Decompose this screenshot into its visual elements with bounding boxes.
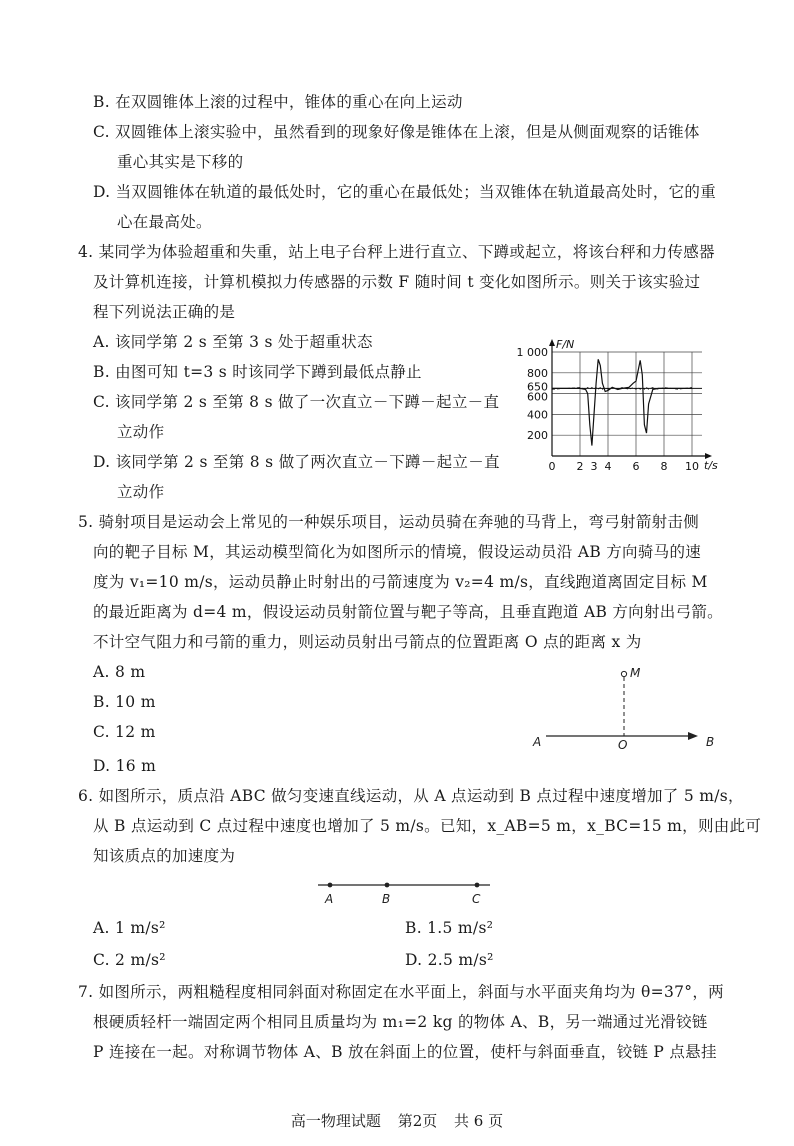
- q6-label-b: B: [382, 892, 391, 906]
- q6-stem-line3: 知该质点的加速度为: [93, 847, 236, 865]
- x-axis-label: t/s: [704, 459, 718, 472]
- q4-option-a: A. 该同学第 2 s 至第 3 s 处于超重状态: [93, 333, 373, 351]
- q4-option-d-line1: D. 该同学第 2 s 至第 8 s 做了两次直立－下蹲－起立－直: [93, 453, 500, 471]
- q3-option-d-line1: D. 当双圆锥体在轨道的最低处时，它的重心在最低处；当双锥体在轨道最高处时，它的重: [93, 183, 717, 201]
- q5-label-m: M: [630, 666, 641, 680]
- x-tick-label: 2: [576, 460, 584, 473]
- q3-option-b: B. 在双圆锥体上滚的过程中，锥体的重心在向上运动: [93, 93, 463, 111]
- q4-option-c-line1: C. 该同学第 2 s 至第 8 s 做了一次直立－下蹲－起立－直: [93, 393, 500, 411]
- y-tick-label: 600: [527, 390, 548, 404]
- x-tick-label: 6: [632, 460, 640, 473]
- q5-stem-line5: 不计空气阻力和弓箭的重力，则运动员射出弓箭点的位置距离 O 点的距离 x 为: [93, 633, 642, 651]
- x-tick-label: 8: [660, 460, 668, 473]
- q6-stem-line2: 从 B 点运动到 C 点过程中速度也增加了 5 m/s。已知，x_AB=5 m，x_BC=15 m，则由此可: [93, 817, 762, 835]
- q5-stem-line2: 向的靶子目标 M，其运动模型简化为如图所示的情境，假设运动员沿 AB 方向骑马的速: [93, 543, 702, 561]
- q5-option-a: A. 8 m: [93, 663, 146, 681]
- q3-option-c-line1: C. 双圆锥体上滚实验中，虽然看到的现象好像是锥体在上滚，但是从侧面观察的话锥体: [93, 123, 700, 141]
- q3-option-d-line2: 心在最高处。: [117, 213, 212, 231]
- force-time-chart: [510, 338, 720, 478]
- q4-stem-line2: 及计算机连接，计算机模拟力传感器的示数 F 随时间 t 变化如图所示。则关于该实验过: [93, 273, 701, 291]
- q7-stem-line1: 7. 如图所示，两粗糙程度相同斜面对称固定在水平面上，斜面与水平面夹角均为 θ=37°，两: [78, 983, 724, 1001]
- footer-total: 共 6 页: [454, 1112, 504, 1130]
- q6-option-d: D. 2.5 m/s²: [405, 951, 494, 969]
- q5-label-a: A: [533, 735, 542, 749]
- q4-option-c-line2: 立动作: [117, 423, 165, 441]
- q3-option-c-line2: 重心其实是下移的: [117, 153, 244, 171]
- q6-point-a: [328, 883, 333, 888]
- q6-point-c: [475, 883, 480, 888]
- q6-option-b: B. 1.5 m/s²: [405, 919, 494, 937]
- q5-label-o: O: [618, 738, 628, 752]
- page-footer: [0, 1110, 794, 1131]
- q5-label-b: B: [706, 735, 715, 749]
- q5-stem-line3: 度为 v₁=10 m/s，运动员静止时射出的弓箭速度为 v₂=4 m/s，直线跑道离固定目标 M: [93, 573, 708, 591]
- footer-subject: 高一物理试题: [290, 1112, 381, 1130]
- x-tick-label: 3: [590, 460, 598, 473]
- y-tick-label: 400: [527, 408, 548, 422]
- q4-stem-line3: 程下列说法正确的是: [93, 303, 236, 321]
- q4-stem-line1: 4. 某同学为体验超重和失重，站上电子台秤上进行直立、下蹲或起立，将该台秤和力传感器: [78, 243, 715, 261]
- footer-page: 第2页: [397, 1112, 438, 1130]
- q5-option-d: D. 16 m: [93, 757, 157, 775]
- q5-stem-line4: 的最近距离为 d=4 m，假设运动员射箭位置与靶子等高，且垂直跑道 AB 方向射出弓箭。: [93, 603, 723, 621]
- q6-stem-line1: 6. 如图所示，质点沿 ABC 做匀变速直线运动，从 A 点运动到 B 点过程中速度增加了 5 m/s，: [78, 787, 744, 805]
- y-tick-label: 800: [527, 366, 548, 380]
- x-tick-label: 4: [604, 460, 612, 473]
- y-tick-label: 200: [527, 429, 548, 443]
- q6-option-c: C. 2 m/s²: [93, 951, 166, 969]
- y-tick-label: 650: [527, 380, 548, 394]
- q7-stem-line3: P 连接在一起。对称调节物体 A、B 放在斜面上的位置，使杆与斜面垂直，铰链 P 点悬挂: [93, 1043, 717, 1061]
- y-tick-label: 1 000: [516, 346, 548, 359]
- q5-arrowhead: [688, 732, 698, 740]
- q5-figure: [530, 660, 730, 752]
- q6-label-a: A: [325, 892, 334, 906]
- q6-option-a: A. 1 m/s²: [93, 919, 166, 937]
- q7-stem-line2: 根硬质轻杆一端固定两个相同且质量均为 m₁=2 kg 的物体 A、B，另一端通过光滑铰链: [93, 1013, 708, 1031]
- x-tick-label: 10: [685, 460, 699, 473]
- y-axis-arrow: [549, 339, 555, 346]
- q5-option-c: C. 12 m: [93, 723, 156, 741]
- force-series-line: [552, 359, 692, 445]
- q4-option-b: B. 由图可知 t=3 s 时该同学下蹲到最低点静止: [93, 363, 422, 381]
- y-axis-label: F/N: [556, 338, 575, 351]
- q6-figure: [312, 876, 502, 906]
- q5-option-b: B. 10 m: [93, 693, 156, 711]
- q4-option-d-line2: 立动作: [117, 483, 165, 501]
- q5-stem-line1: 5. 骑射项目是运动会上常见的一种娱乐项目，运动员骑在奔驰的马背上，弯弓射箭射击侧: [78, 513, 700, 531]
- x-tick-label: 0: [548, 460, 556, 473]
- q6-label-c: C: [472, 892, 481, 906]
- q6-point-b: [385, 883, 390, 888]
- q5-target-m: [621, 671, 626, 676]
